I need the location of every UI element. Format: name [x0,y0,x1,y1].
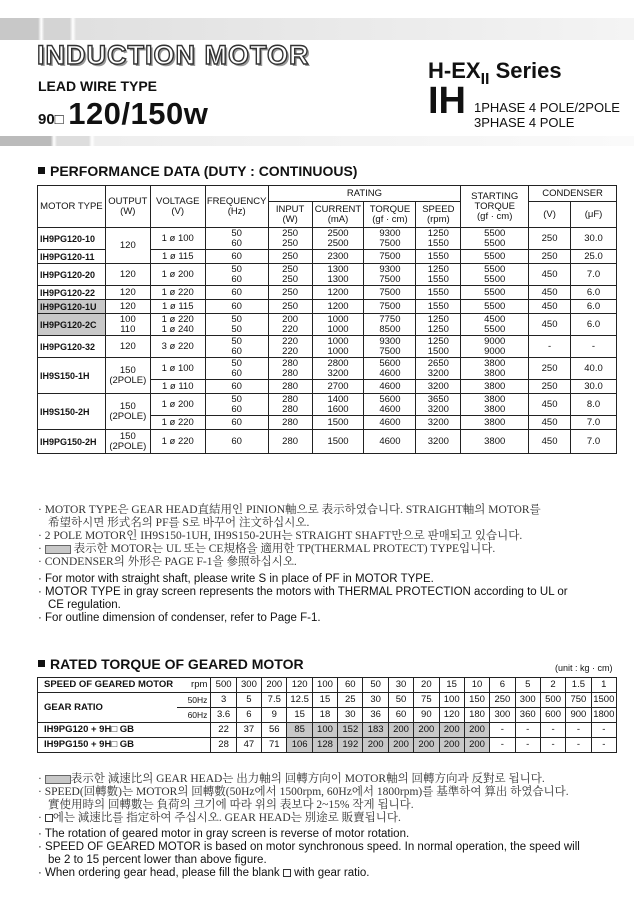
ratio50-row [38,693,617,708]
voltage-cell: 1 ø 110 [150,380,205,394]
motor-type-cell-gray: IH9PG120-2C [38,314,106,336]
ratio60-cell: 9 [262,708,287,723]
speed-label: SPEED OF GEARED MOTOR [38,678,177,693]
ratio50-cell: 50 [388,693,413,708]
speeds-cell: 120 [287,678,312,693]
ratio60-cell: 36 [363,708,388,723]
speed-cell: 3200 [416,430,461,454]
cond-uf-cell: 7.0 [571,430,617,454]
phase-info [474,100,620,130]
cond-uf-cell: 25.0 [571,250,617,264]
freq-cell: 60 [205,300,268,314]
phase-line-1: 1PHASE 4 POLE/2POLE [474,100,620,115]
freq-cell: 50 60 [205,336,268,358]
cond-v-cell: 450 [529,416,571,430]
v1-cell: 152 [338,723,363,738]
cond-uf-cell: 6.0 [571,314,617,336]
start-torque-cell: 5500 [461,286,529,300]
voltage-cell: 1 ø 115 [150,250,205,264]
speeds-cell: 20 [414,678,439,693]
motor-type-cell: IH9S150-1H [38,358,106,394]
v2-cell: - [490,738,515,753]
note-line: · 2 POLE MOTOR인 IH9S150-1UH, IH9S150-2UH는 STRAIGHT SHAFT만으로 판매되고 있습니다. [38,530,523,542]
note-line: 實使用時의 回轉數는 負荷의 크기에 따라 위의 表보다 2~15% 작게 됩니다. [48,799,414,811]
v1-cell: - [515,723,540,738]
cond-uf-cell: 7.0 [571,416,617,430]
start-torque-cell: 3800 [461,380,529,394]
section-divider [0,136,634,146]
start-torque-cell: 3800 [461,430,529,454]
start-torque-cell: 3800 [461,416,529,430]
current-cell: 1000 1000 [312,314,364,336]
speeds-cell: 500 [211,678,236,693]
ratio50-cell: 250 [490,693,515,708]
input-cell: 280 [268,416,312,430]
torque-cell: 7500 [364,286,416,300]
perf-notes [38,504,568,625]
torque-unit: (unit : kg · cm) [555,663,613,673]
ratio50-cell: 1500 [591,693,616,708]
output-cell: 150 (2POLE) [105,394,150,430]
speed-cell: 1550 [416,286,461,300]
v2-cell: 47 [236,738,261,753]
v1-cell: 200 [439,723,464,738]
frame-size: 90□ [38,111,64,128]
v1-cell: 85 [287,723,312,738]
speeds-cell: 100 [312,678,337,693]
torque-title: RATED TORQUE OF GEARED MOTOR [50,656,304,672]
v2-cell: - [566,738,591,753]
header-decor-bar [0,18,634,40]
current-cell: 1000 1000 [312,336,364,358]
freq-cell: 60 [205,286,268,300]
speeds-cell: 60 [338,678,363,693]
start-torque-cell: 5500 5500 [461,228,529,250]
note-line: · 에는 減速比를 指定하여 주십시오. GEAR HEAD는 別途로 販賣됩니다. [38,812,401,824]
note-line: · 表示한 MOTOR는 UL 또는 CE規格을 適用한 TP(THERMAL PROTECT) TYPE입니다. [38,543,496,555]
cond-v-cell: 250 [529,250,571,264]
freq-cell: 50 60 [205,358,268,380]
ratio50-cell: 25 [338,693,363,708]
speed-cell: 3650 3200 [416,394,461,416]
table-row [38,286,617,300]
output-cell: 150 (2POLE) [105,430,150,454]
speed-cell: 1250 1500 [416,336,461,358]
ratio60-cell: 600 [540,708,565,723]
output-cell: 120 [105,336,150,358]
series-word: Series [495,58,562,83]
current-cell: 1400 1600 [312,394,364,416]
torque-cell: 9300 7500 [364,264,416,286]
geared-motor-150: IH9PG150 + 9H□ GB [38,738,211,753]
cond-v-cell: 450 [529,286,571,300]
voltage-cell: 1 ø 200 [150,264,205,286]
ratio60-cell: 18 [312,708,337,723]
input-cell: 280 280 [268,358,312,380]
speeds-cell: 30 [388,678,413,693]
torque-cell: 5600 4600 [364,394,416,416]
ratio60-cell: 60 [388,708,413,723]
col-frequency: FREQUENCY (Hz) [205,186,268,228]
col-speed: SPEED (rpm) [416,202,461,228]
cond-v-cell: 250 [529,380,571,394]
motor-type-cell: IH9PG120-32 [38,336,106,358]
col-rating: RATING [268,186,461,202]
cond-uf-cell: 30.0 [571,380,617,394]
v1-cell: 200 [414,723,439,738]
geared-motor-120: IH9PG120 + 9H□ GB [38,723,211,738]
ratio50-cell: 500 [540,693,565,708]
input-cell: 280 [268,380,312,394]
ratio50-cell: 300 [515,693,540,708]
current-cell: 1300 1300 [312,264,364,286]
start-torque-cell: 4500 5500 [461,314,529,336]
cond-v-cell: 450 [529,300,571,314]
input-cell: 200 220 [268,314,312,336]
blank-box-icon [45,814,53,822]
torque-row-120 [38,723,617,738]
cond-uf-cell: 6.0 [571,300,617,314]
ratio50-cell: 12.5 [287,693,312,708]
output-cell: 120 [105,228,150,264]
speed-cell: 2650 3200 [416,358,461,380]
speeds-cell: 6 [490,678,515,693]
v2-cell: 200 [464,738,489,753]
output-cell: 120 [105,264,150,286]
ratio60-cell: 15 [287,708,312,723]
freq-cell: 60 [205,380,268,394]
current-cell: 1200 [312,300,364,314]
ratio50-cell: 3 [211,693,236,708]
torque-table [37,677,617,753]
ratio60-cell: 180 [464,708,489,723]
ratio50-cell: 30 [363,693,388,708]
phase-line-2: 3PHASE 4 POLE [474,115,575,130]
ratio50-cell: 7.5 [262,693,287,708]
torque-cell: 9300 7500 [364,336,416,358]
rpm-label: rpm [177,678,211,693]
ratio50-cell: 15 [312,693,337,708]
torque-cell: 5600 4600 [364,358,416,380]
ratio50-cell: 75 [414,693,439,708]
cond-uf-cell: 30.0 [571,228,617,250]
cond-v-cell: 250 [529,228,571,250]
motor-type-cell-gray: IH9PG120-1U [38,300,106,314]
v2-cell: - [515,738,540,753]
table-row [38,394,617,416]
motor-type-cell: IH9PG120-11 [38,250,106,264]
v1-cell: 56 [262,723,287,738]
v2-cell: - [540,738,565,753]
table-row [38,430,617,454]
table-row [38,300,617,314]
start-torque-cell: 3800 3800 [461,394,529,416]
input-cell: 250 250 [268,228,312,250]
v1-cell: - [490,723,515,738]
ratio50-cell: 100 [439,693,464,708]
v2-cell: 192 [338,738,363,753]
ratio50-cell: 5 [236,693,261,708]
current-cell: 2300 [312,250,364,264]
col-input: INPUT (W) [268,202,312,228]
table-row [38,264,617,286]
note-line: · When ordering gear head, please fill the blank with gear ratio. [38,867,370,879]
ratio60-cell: 900 [566,708,591,723]
cond-uf-cell: 6.0 [571,286,617,300]
model-prefix: IH [428,80,466,122]
blank-box-icon [283,869,291,877]
current-cell: 1500 [312,430,364,454]
note-line: · For motor with straight shaft, please write S in place of PF in MOTOR TYPE. [38,573,434,585]
ratio60-cell: 90 [414,708,439,723]
freq-cell: 50 50 [205,314,268,336]
speeds-cell: 2 [540,678,565,693]
note-line: · MOTOR TYPE은 GEAR HEAD直結用인 PINION軸으로 表示하였습니다. STRAIGHT軸의 MOTOR를 [38,504,541,516]
power-rating [38,96,208,132]
current-cell: 1500 [312,416,364,430]
ratio60-cell: 120 [439,708,464,723]
ratio60-cell: 360 [515,708,540,723]
input-cell: 250 [268,286,312,300]
voltage-cell: 1 ø 220 [150,416,205,430]
table-row [38,314,617,336]
note-line: · For outline dimension of condenser, refer to Page F-1. [38,612,321,624]
torque-section-title [38,656,304,672]
hz50-label: 50Hz [177,693,211,708]
speeds-cell: 5 [515,678,540,693]
torque-cell: 4600 [364,380,416,394]
torque-cell: 4600 [364,416,416,430]
note-line: · CONDENSER의 外形은 PAGE F-1을 參照하십시오. [38,556,297,568]
start-torque-cell: 9000 9000 [461,336,529,358]
ratio60-cell: 300 [490,708,515,723]
gray-swatch [45,545,71,554]
gray-swatch [45,775,71,784]
v2-cell: 28 [211,738,236,753]
series-prefix: H-EX [428,58,481,83]
voltage-cell: 1 ø 200 [150,394,205,416]
speed-cell: 1250 1550 [416,228,461,250]
v1-cell: 22 [211,723,236,738]
motor-type-cell: IH9PG120-22 [38,286,106,300]
speed-cell: 3200 [416,380,461,394]
freq-cell: 50 60 [205,394,268,416]
output-cell: 120 [105,286,150,300]
note-line: · MOTOR TYPE in gray screen represents the motors with THERMAL PROTECTION according to UL or [38,586,568,598]
note-line: · SPEED OF GEARED MOTOR is based on motor synchronous speed. In normal operation, the speed will [38,841,580,853]
v2-cell: 106 [287,738,312,753]
cond-v-cell: 450 [529,264,571,286]
speeds-cell: 1 [591,678,616,693]
speed-cell: 1250 1550 [416,264,461,286]
v1-cell: 100 [312,723,337,738]
ratio60-cell: 1800 [591,708,616,723]
table-row [38,228,617,250]
v2-cell: 128 [312,738,337,753]
freq-cell: 60 [205,250,268,264]
v2-cell: 200 [388,738,413,753]
torque-cell: 4600 [364,430,416,454]
table-row [38,358,617,380]
gear-ratio-label: GEAR RATIO [38,693,177,723]
v2-cell: 200 [439,738,464,753]
col-current: CURRENT (mA) [312,202,364,228]
motor-type-cell: IH9PG150-2H [38,430,106,454]
performance-table [37,185,617,454]
ratio60-cell: 3.6 [211,708,236,723]
v2-cell: 200 [414,738,439,753]
col-voltage: VOLTAGE (V) [150,186,205,228]
voltage-cell: 1 ø 220 [150,430,205,454]
start-torque-cell: 5500 [461,300,529,314]
col-cond-v: (V) [529,202,571,228]
col-starting-torque: STARTING TORQUE (gf · cm) [461,186,529,228]
torque-row-150 [38,738,617,753]
voltage-cell: 1 ø 100 [150,228,205,250]
speeds-cell: 200 [262,678,287,693]
v1-cell: 183 [363,723,388,738]
ratio60-cell: 6 [236,708,261,723]
col-torque: TORQUE (gf · cm) [364,202,416,228]
current-cell: 2500 2500 [312,228,364,250]
lead-wire-label: LEAD WIRE TYPE [38,78,158,94]
note-line: · 表示한 減速比의 GEAR HEAD는 出力軸의 回轉方向이 MOTOR軸의 回轉方向과 反對로 됩니다. [38,773,545,785]
v2-cell: 71 [262,738,287,753]
v1-cell: 200 [388,723,413,738]
v1-cell: 200 [464,723,489,738]
voltage-cell: 1 ø 220 1 ø 240 [150,314,205,336]
voltage-cell: 1 ø 100 [150,358,205,380]
freq-cell: 50 60 [205,264,268,286]
note-line: · SPEED(回轉數)는 MOTOR의 回轉數(50Hz에서 1500rpm, 60Hz에서 1800rpm)를 基準하여 算出 하였습니다. [38,786,569,798]
cond-v-cell: 450 [529,394,571,416]
input-cell: 250 250 [268,264,312,286]
input-cell: 280 [268,430,312,454]
speed-cell: 1550 [416,300,461,314]
freq-cell: 60 [205,416,268,430]
voltage-cell: 3 ø 220 [150,336,205,358]
cond-v-cell: - [529,336,571,358]
voltage-cell: 1 ø 115 [150,300,205,314]
col-motor-type: MOTOR TYPE [38,186,106,228]
col-cond-uf: (μF) [571,202,617,228]
torque-cell: 7500 [364,250,416,264]
current-cell: 2800 3200 [312,358,364,380]
current-cell: 2700 [312,380,364,394]
ratio60-cell: 30 [338,708,363,723]
cond-uf-cell: 7.0 [571,264,617,286]
start-torque-cell: 5500 [461,250,529,264]
torque-cell: 7500 [364,300,416,314]
page-title: INDUCTION MOTOR [37,40,310,70]
note-line: be 2 to 15 percent lower than above figure. [48,854,267,866]
motor-type-cell: IH9PG120-10 [38,228,106,250]
table-row [38,336,617,358]
output-cell: 100 110 [105,314,150,336]
input-cell: 220 220 [268,336,312,358]
col-output: OUTPUT (W) [105,186,150,228]
ratio50-cell: 150 [464,693,489,708]
col-condenser: CONDENSER [529,186,617,202]
output-cell: 120 [105,300,150,314]
motor-type-cell: IH9PG120-20 [38,264,106,286]
speed-cell: 3200 [416,416,461,430]
start-torque-cell: 3800 3800 [461,358,529,380]
hz60-label: 60Hz [177,708,211,723]
perf-section-title [38,163,357,179]
start-torque-cell: 5500 5500 [461,264,529,286]
input-cell: 280 280 [268,394,312,416]
freq-cell: 50 60 [205,228,268,250]
power-value: 120/150w [68,96,209,131]
v2-cell: - [591,738,616,753]
cond-uf-cell: 8.0 [571,394,617,416]
note-line: · The rotation of geared motor in gray screen is reverse of motor rotation. [38,828,410,840]
motor-type-cell: IH9S150-2H [38,394,106,430]
v1-cell: - [591,723,616,738]
speeds-cell: 1.5 [566,678,591,693]
v1-cell: 37 [236,723,261,738]
v1-cell: - [540,723,565,738]
torque-cell: 7750 8500 [364,314,416,336]
torque-notes [38,773,580,880]
cond-uf-cell: 40.0 [571,358,617,380]
cond-v-cell: 450 [529,314,571,336]
note-line: 希望하시면 形式名의 PF를 S로 바꾸어 注文하십시오. [48,517,310,529]
cond-v-cell: 450 [529,430,571,454]
speeds-cell: 10 [464,678,489,693]
speed-row [38,678,617,693]
speed-cell: 1550 [416,250,461,264]
torque-cell: 9300 7500 [364,228,416,250]
perf-title: PERFORMANCE DATA (DUTY : CONTINUOUS) [50,163,358,179]
voltage-cell: 1 ø 220 [150,286,205,300]
freq-cell: 60 [205,430,268,454]
speeds-cell: 15 [439,678,464,693]
ratio50-cell: 750 [566,693,591,708]
speed-cell: 1250 1250 [416,314,461,336]
note-line: CE regulation. [48,599,121,611]
speeds-cell: 300 [236,678,261,693]
cond-v-cell: 250 [529,358,571,380]
v2-cell: 200 [363,738,388,753]
v1-cell: - [566,723,591,738]
cond-uf-cell: - [571,336,617,358]
speeds-cell: 50 [363,678,388,693]
current-cell: 1200 [312,286,364,300]
input-cell: 250 [268,250,312,264]
series-roman: II [480,71,490,88]
output-cell: 150 (2POLE) [105,358,150,394]
input-cell: 250 [268,300,312,314]
